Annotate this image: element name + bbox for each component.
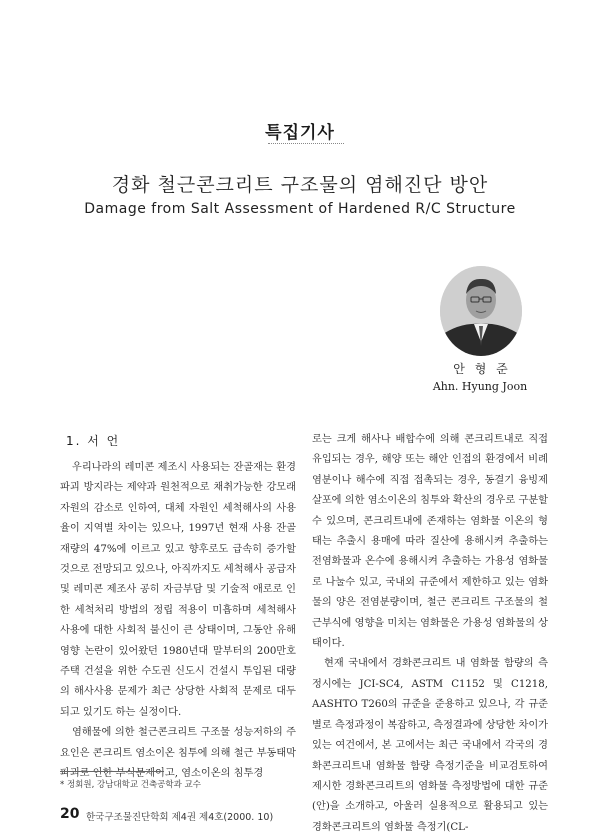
journal-citation: 한국구조물진단학회 제4권 제4호(2000. 10) (86, 812, 274, 823)
body-paragraph: 로는 크게 해사나 배합수에 의해 콘크리트내로 직접 유입되는 경우, 해양 또는 해안 인접의 환경에서 비례 염분이나 해수에 직접 접촉되는 경우, 동결기 융빙제 살포에 의한 염소이온의 침투와 확산의 경우로 구분할 수 있으며, 콘크리트내에 존재하는 염화물 이온의 형태는 추출시 용매에 따라 질산에 용해시켜 추출하는 전염화물과 온수에 용해시켜 추출하는 가용성 염화물로 나눌수 있고, 국내외 규준에서 제한하고 있는 염화물의 양은 전염분량이며, 철근 콘크리트 구조물의 철근부식에 영향을 미치는 염화물은 가용성 염화물의 상태이다. (312, 434, 548, 650)
author-name-korean: 안 형 준 (453, 362, 511, 376)
footnote: * 정회원, 강남대학교 건축공학과 교수 (60, 780, 201, 790)
section-tag-rule (268, 143, 344, 144)
body-paragraph: 우리나라의 레미콘 제조시 사용되는 잔골재는 환경파괴 방지라는 제약과 원천적으로 채취가능한 강모래 자원의 감소로 인하여, 대체 자원인 세척해사의 사용율이 지역별 차이는 있으나, 1997년 현재 사용 잔골재량의 47%에 이르고 있고 향후로도 급속히 증가할 것으로 전망되고 있으나, 아직까지도 세척해사 공급자 및 레미콘 제조사 공히 자금부담 및 기술적 애로로 인한 세척처리 방법의 정립 적용이 미흡하며 세척해사 사용에 대한 사회적 불신이 큰 상태이며, 그동안 유해영향 논란이 있어왔던 1980년대 말부터의 200만호 주택 건설을 위한 수도권 신도시 건설시 투입된 대량의 해사사용 문제가 최근 상당한 사회적 문제로 대두되고 있기도 하는 실정이다. (60, 462, 296, 718)
author-photo (440, 266, 522, 356)
author-name-english: Ahn. Hyung Joon (432, 380, 528, 393)
body-column-left (60, 458, 296, 785)
body-column-right (312, 430, 548, 838)
author-portrait-icon (440, 266, 522, 356)
page-number: 20 (60, 806, 80, 822)
section-tag: 특집기사 (265, 123, 335, 143)
body-paragraph: 현재 국내에서 경화콘크리트 내 염화물 함량의 측정시에는 JCI-SC4, ASTM C1152 및 C1218, AASHTO T260의 규준을 준용하고 있으나, 각 규준별로 측정과정이 복잡하고, 측정결과에 상당한 차이가 있는 여건에서, 본 고에서는 최근 국내에서 각국의 경화콘크리트내 염화물 함량 측정기준을 비교검토하여 제시한 경화콘크리트의 염화물 측정방법에 대한 규준(안)을 소개하고, 아울러 실용적으로 활용되고 있는 경화콘크리트의 염화물 측정기(CL- (312, 658, 548, 833)
footnote-rule (60, 771, 164, 772)
section-heading: 1. 서 언 (66, 434, 121, 448)
body-paragraph: 염해물에 의한 철근콘크리트 구조물 성능저하의 주요인은 콘크리트 염소이온 침투에 의해 철근 부동태막 파괴로 인한 부식문제이고, 염소이온의 침투경 (60, 727, 296, 780)
article-title-korean: 경화 철근콘크리트 구조물의 염해진단 방안 (111, 174, 489, 196)
article-title-english: Damage from Salt Assessment of Hardened R/C Structure (84, 201, 516, 217)
